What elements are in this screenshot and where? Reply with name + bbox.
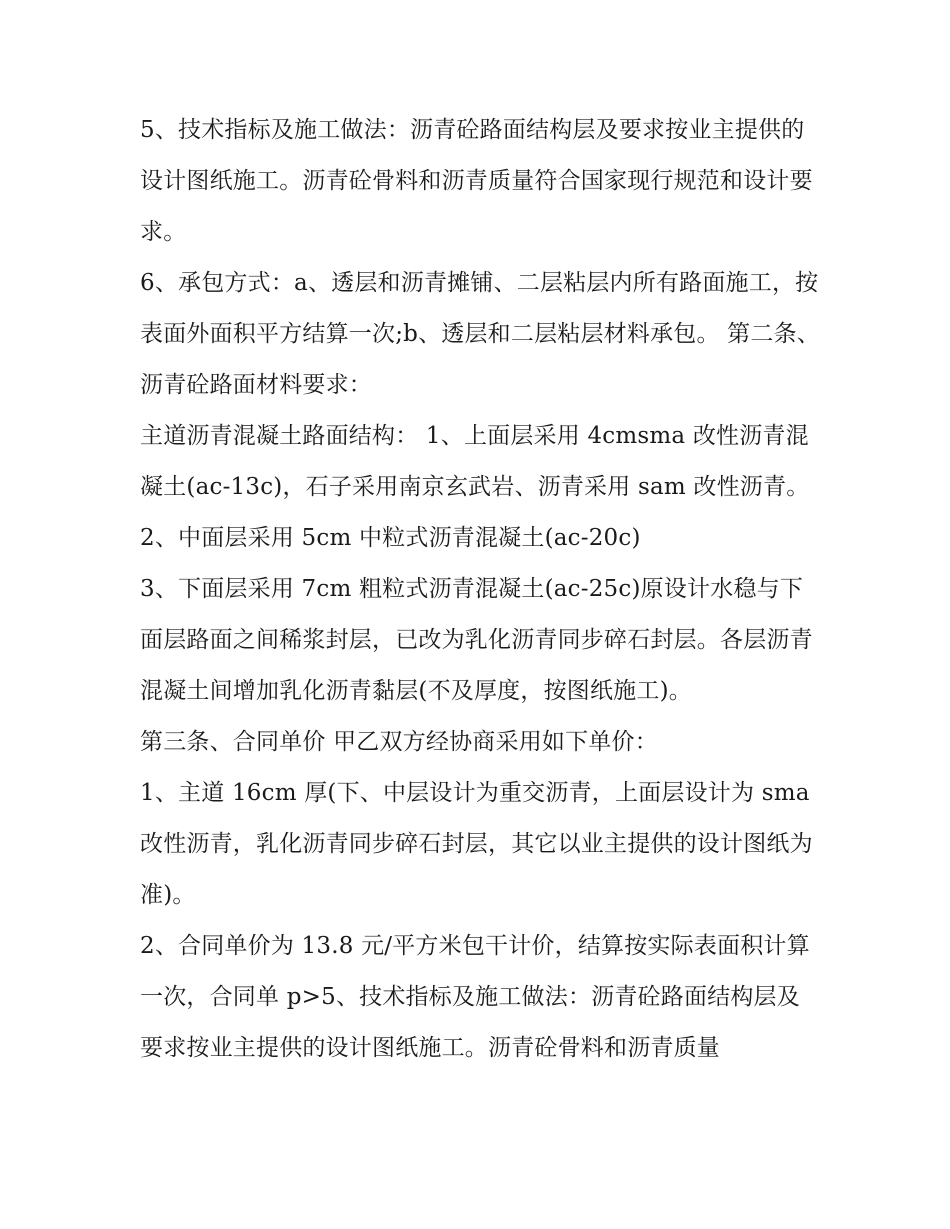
paragraph-middle-layer: 2、中面层采用 5cm 中粒式沥青混凝土(ac-20c) [140,525,641,551]
paragraph-main-road-structure: 主道沥青混凝土路面结构： 1、上面层采用 4cmsma 改性沥青混凝土(ac-13c)，石子采用南京玄武岩、沥青采用 sam 改性沥青。 [140,423,810,500]
paragraph-main-road-thickness: 1、主道 16cm 厚(下、中层设计为重交沥青，上面层设计为 sma 改性沥青，乳化沥青同步碎石封层，其它以业主提供的设计图纸为准)。 [140,780,813,908]
paragraph-lower-layer: 3、下面层采用 7cm 粗粒式沥青混凝土(ac-25c)原设计水稳与下面层路面之间稀浆封层，已改为乳化沥青同步碎石封层。各层沥青混凝土间增加乳化沥青黏层(不及厚度，按图纸施工)。 [140,576,813,704]
paragraph-unit-price: 2、合同单价为 13.8 元/平方米包干计价，结算按实际表面积计算一次，合同单 p>5、技术指标及施工做法：沥青砼路面结构层及要求按业主提供的设计图纸施工。沥青砼骨料和沥青质量 [140,933,810,1061]
document-body [140,105,820,1074]
paragraph-contracting-method: 6、承包方式：a、透层和沥青摊铺、二层粘层内所有路面施工，按表面外面积平方结算一次;b、透层和二层粘层材料承包。 第二条、沥青砼路面材料要求： [140,270,820,398]
paragraph-technical-indicators: 5、技术指标及施工做法：沥青砼路面结构层及要求按业主提供的设计图纸施工。沥青砼骨料和沥青质量符合国家现行规范和设计要求。 [140,117,813,245]
paragraph-article-three-heading: 第三条、合同单价 甲乙双方经协商采用如下单价： [140,729,658,755]
